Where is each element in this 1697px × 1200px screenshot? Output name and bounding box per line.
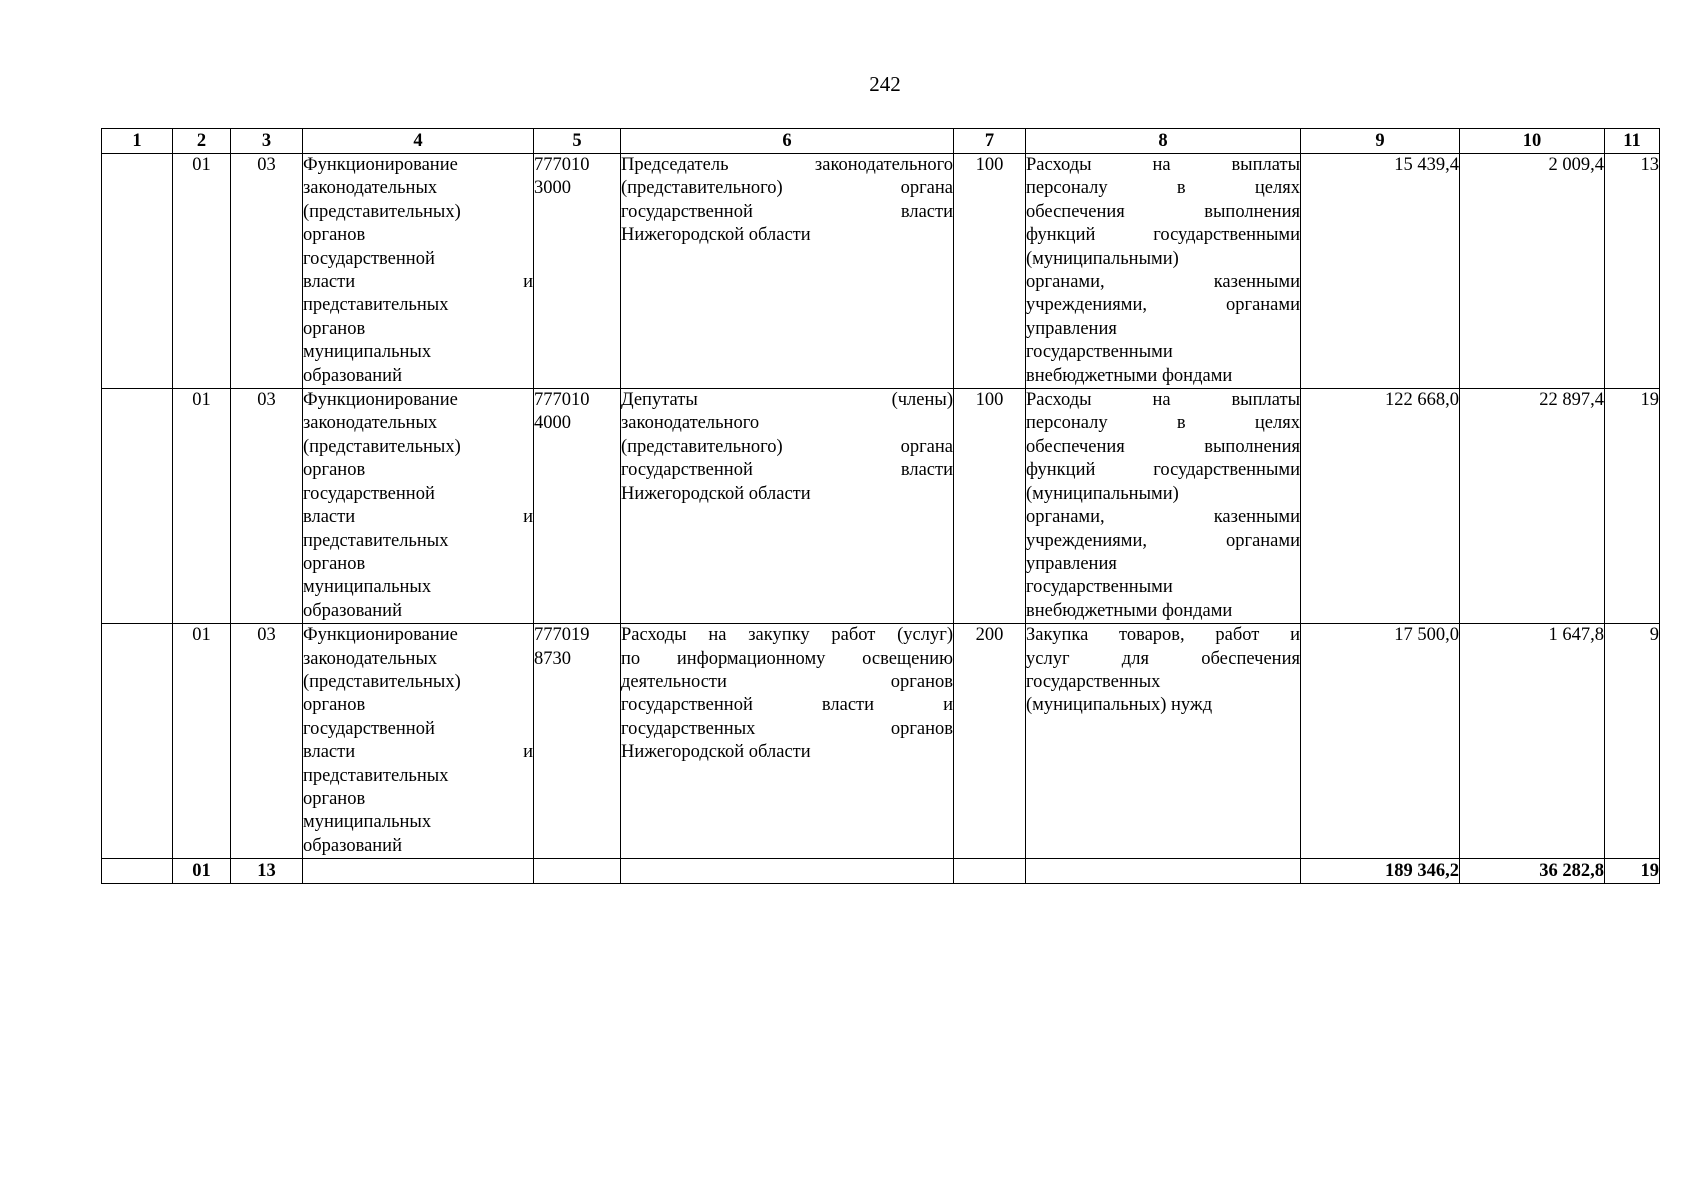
expense-line: Расходы на выплаты (1026, 390, 1300, 411)
cell-col1 (102, 154, 173, 389)
code-line: 4000 (534, 413, 571, 434)
description-line: государственной власти и (621, 695, 953, 716)
name-line: законодательных (303, 413, 438, 434)
table-row (102, 624, 1660, 859)
description-line: (представительного) органа (621, 436, 953, 457)
cell-subsection: 03 (231, 154, 303, 389)
description-line: (представительного) органа (621, 178, 953, 199)
description-line: государственной власти (621, 460, 953, 481)
description-line: Расходы на закупку работ (услуг) (621, 625, 953, 646)
name-line: представительных (303, 530, 449, 551)
expense-line: органами, казенными (1026, 272, 1300, 293)
cell-description (621, 389, 954, 624)
column-header: 2 (173, 129, 231, 154)
cell-code (534, 154, 621, 389)
expense-line: внебюджетными фондами (1026, 365, 1233, 386)
cell-value-9: 122 668,0 (1301, 389, 1460, 624)
cell-value-11: 13 (1605, 154, 1660, 389)
cell-expense-description (1026, 624, 1301, 859)
column-header: 7 (954, 129, 1026, 154)
column-header: 5 (534, 129, 621, 154)
expense-line: государственными (1026, 577, 1173, 598)
cell-col1 (102, 389, 173, 624)
name-line: органов (303, 788, 366, 809)
name-line: муниципальных (303, 812, 432, 833)
cell-subsection: 03 (231, 389, 303, 624)
name-line: образований (303, 835, 402, 856)
cell-section: 01 (173, 624, 231, 859)
expense-line: обеспечения выполнения (1026, 201, 1300, 222)
total-value-10: 36 282,8 (1460, 859, 1605, 884)
cell-subsection: 03 (231, 624, 303, 859)
cell-expense-type: 200 (954, 624, 1026, 859)
cell-value-11: 9 (1605, 624, 1660, 859)
description-line: деятельности органов (621, 671, 953, 692)
name-line: (представительных) (303, 671, 461, 692)
expense-line: (муниципальных) нужд (1026, 695, 1213, 716)
name-line: представительных (303, 765, 449, 786)
name-line: законодательных (303, 648, 438, 669)
expense-line: учреждениями, органами (1026, 530, 1300, 551)
cell-name (303, 389, 534, 624)
description-line: законодательного (621, 413, 760, 434)
cell-col1 (102, 624, 173, 859)
description-line: Нижегородской области (621, 483, 811, 504)
cell-value-10: 22 897,4 (1460, 389, 1605, 624)
name-line: (представительных) (303, 201, 461, 222)
name-line: органов (303, 460, 366, 481)
name-line: государственной (303, 483, 435, 504)
table-header-row (102, 129, 1660, 154)
cell-section: 01 (173, 154, 231, 389)
cell-expense-description (1026, 389, 1301, 624)
code-line: 777019 (534, 625, 590, 646)
description-line: Председатель законодательного (621, 155, 953, 175)
name-line: Функционирование (303, 625, 458, 646)
table-total-row (102, 859, 1660, 884)
expense-line: управления (1026, 318, 1117, 339)
cell-value-9: 15 439,4 (1301, 154, 1460, 389)
cell-name (303, 154, 534, 389)
name-line: власти и (303, 742, 533, 763)
name-line: Функционирование (303, 155, 458, 175)
name-line: образований (303, 600, 402, 621)
name-line: образований (303, 365, 402, 386)
name-line: органов (303, 225, 366, 246)
name-line: органов (303, 318, 366, 339)
name-line: муниципальных (303, 342, 432, 363)
table-row (102, 389, 1660, 624)
cell-section: 01 (173, 389, 231, 624)
description-line: Депутаты (члены) (621, 390, 953, 411)
total-empty-cell (534, 859, 621, 884)
code-line: 777010 (534, 155, 590, 175)
code-line: 777010 (534, 390, 590, 411)
expense-line: обеспечения выполнения (1026, 436, 1300, 457)
name-line: власти и (303, 272, 533, 293)
column-header: 4 (303, 129, 534, 154)
cell-value-10: 2 009,4 (1460, 154, 1605, 389)
cell-expense-description (1026, 154, 1301, 389)
description-line: государственных органов (621, 718, 953, 739)
table-row (102, 154, 1660, 389)
column-header: 9 (1301, 129, 1460, 154)
cell-value-10: 1 647,8 (1460, 624, 1605, 859)
total-value-11: 19 (1605, 859, 1660, 884)
name-line: органов (303, 695, 366, 716)
column-header: 11 (1605, 129, 1660, 154)
expense-line: персоналу в целях (1026, 178, 1300, 199)
name-line: законодательных (303, 178, 438, 199)
code-line: 3000 (534, 178, 571, 199)
total-empty-cell (1026, 859, 1301, 884)
expense-line: учреждениями, органами (1026, 295, 1300, 316)
description-line: государственной власти (621, 201, 953, 222)
expense-line: персоналу в целях (1026, 413, 1300, 434)
total-subsection: 13 (231, 859, 303, 884)
column-header: 3 (231, 129, 303, 154)
total-value-9: 189 346,2 (1301, 859, 1460, 884)
column-header: 10 (1460, 129, 1605, 154)
description-line: по информационному освещению (621, 648, 953, 669)
name-line: государственной (303, 248, 435, 269)
column-header: 1 (102, 129, 173, 154)
budget-table (101, 128, 1660, 884)
total-empty-cell (303, 859, 534, 884)
expense-line: услуг для обеспечения (1026, 648, 1300, 669)
name-line: муниципальных (303, 577, 432, 598)
cell-code (534, 624, 621, 859)
name-line: органов (303, 553, 366, 574)
name-line: Функционирование (303, 390, 458, 411)
name-line: представительных (303, 295, 449, 316)
expense-line: государственных (1026, 671, 1161, 692)
total-empty-cell (621, 859, 954, 884)
expense-line: Закупка товаров, работ и (1026, 625, 1300, 646)
expense-line: Расходы на выплаты (1026, 155, 1300, 175)
column-header: 6 (621, 129, 954, 154)
code-line: 8730 (534, 648, 571, 669)
expense-line: внебюджетными фондами (1026, 600, 1233, 621)
expense-line: (муниципальными) (1026, 483, 1179, 504)
expense-line: (муниципальными) (1026, 248, 1179, 269)
total-empty-cell (954, 859, 1026, 884)
page-number: 242 (869, 72, 901, 96)
expense-line: управления (1026, 553, 1117, 574)
expense-line: органами, казенными (1026, 507, 1300, 528)
column-header: 8 (1026, 129, 1301, 154)
total-col1 (102, 859, 173, 884)
description-line: Нижегородской области (621, 225, 811, 246)
description-line: Нижегородской области (621, 742, 811, 763)
cell-value-9: 17 500,0 (1301, 624, 1460, 859)
total-section: 01 (173, 859, 231, 884)
name-line: власти и (303, 507, 533, 528)
expense-line: функций государственными (1026, 460, 1300, 481)
name-line: государственной (303, 718, 435, 739)
cell-description (621, 624, 954, 859)
cell-expense-type: 100 (954, 389, 1026, 624)
expense-line: функций государственными (1026, 225, 1300, 246)
cell-name (303, 624, 534, 859)
cell-value-11: 19 (1605, 389, 1660, 624)
cell-expense-type: 100 (954, 154, 1026, 389)
expense-line: государственными (1026, 342, 1173, 363)
cell-code (534, 389, 621, 624)
cell-description (621, 154, 954, 389)
name-line: (представительных) (303, 436, 461, 457)
